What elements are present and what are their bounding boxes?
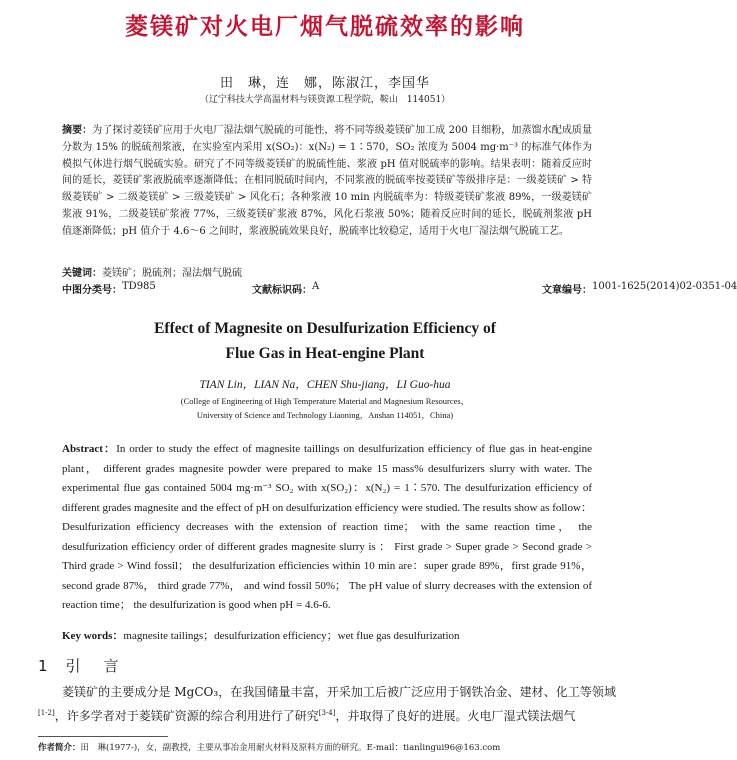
english-title-line-1: Effect of Magnesite on Desulfurization Efficiency of — [154, 320, 496, 337]
article-number: 文章编号： 1001-1625(2014)02-0351-04 — [542, 281, 737, 296]
chinese-keywords-text: 菱镁矿；脱硫剂；湿法烟气脱硫 — [102, 268, 242, 279]
english-abstract-label: Abstract： — [62, 443, 117, 455]
english-keywords-text: magnesite tailings；desulfurization efficiency；wet flue gas desulfurization — [123, 630, 460, 642]
footnote-text: 田 琳(1977-)，女，副教授，主要从事冶金用耐火材料及原料方面的研究。E-mail：tianlingui96@163.com — [80, 743, 501, 753]
chinese-abstract-text: 为了探讨菱镁矿应用于火电厂湿法烟气脱硫的可能性，将不同等级菱镁矿加工成 200 目细粉，加蒸馏水配成质量分数为 15% 的脱硫剂浆液，在实验室内采用 x(SO₂)：x(N₂) = 1∶570，SO₂ 浓度为 5004 mg·m⁻³ 的标准气体作为模拟气体进行烟气脱硫实验。研究了不同等级菱镁矿的脱硫性能、浆液 pH 值对脱硫率的影响。结果表明：随着反应时间的延长，菱镁矿浆液脱硫率逐渐降低；在相同脱硫时间内，不同浆液的脱硫率按菱镁矿等级排序是：一级菱镁矿 > 特级菱镁矿 > 二级菱镁矿 > 三级菱镁矿 > 风化石；各种浆液 10 min 内脱硫率为：特级菱镁矿浆液 89%，一级菱镁矿浆液 91%，二级菱镁矿浆液 77%，三级菱镁矿浆液 87%，风化石浆液 50%；随着反应时间的延长，脱硫剂浆液 pH 值逐渐降低；pH 值介于 4.6～6 之间时，浆液脱硫效果良好，脱硫率比较稳定，适用于火电厂湿法烟气脱硫工艺。 — [62, 125, 593, 237]
footnote-divider — [38, 736, 168, 737]
english-keywords — [62, 627, 592, 643]
introduction-paragraph: 菱镁矿的主要成分是 MgCO₃，在我国储量丰富，开采加工后被广泛应用于钢铁冶金、建材、化工等领域[1-2]，许多学者对于菱镁矿资源的综合利用进行了研究[3-4]，并取得了良好的进展。火电厂湿式镁法烟气 — [38, 685, 616, 723]
english-abstract-text: In order to study the effect of magnesite taillings on desulfurization efficiency of flue gas in heat-engine plant， different grades magnesite powder were prepared to make 15 mass% desulfurizers slurry with water. The experimental flue gas contained 5004 mg·m⁻³ SO₂ with x(SO₂)：x(N₂) = 1∶570. The desulfurization efficiency of different grades magnesite and the effect of pH on desulfurization efficiency were studied. The results show as follow：Desulfurization efficiency decreases with the extension of reaction time； with the same reaction time， the desulfurization efficiency order of different grades magnesite slurry is ： First grade > Super grade > Second grade > Third grade > Wind fossil； the desulfurization efficiencies within 10 min are：super grade 89%，first grade 91%， second grade 87%， third grade 77%， and wind fossil 50%； The pH value of slurry decreases with the extension of reaction time； the desulfurization is good when pH = 4.6-6. — [62, 443, 592, 611]
chinese-abstract — [62, 123, 592, 241]
section-title: 引 言 — [65, 657, 123, 675]
chinese-abstract-label: 摘要： — [62, 125, 93, 136]
english-abstract — [62, 440, 592, 616]
chinese-title: 菱镁矿对火电厂烟气脱硫效率的影响 — [125, 14, 525, 40]
chinese-keywords — [62, 264, 592, 279]
english-keywords-label: Key words： — [62, 630, 124, 642]
clc-number: 中图分类号： TD985 — [62, 281, 156, 296]
citation-1-2[interactable]: [1-2] — [38, 709, 55, 717]
author-footnote — [38, 741, 628, 753]
section-heading — [38, 655, 123, 676]
citation-3-4[interactable]: [3-4] — [318, 709, 336, 717]
english-title-line-2: Flue Gas in Heat-engine Plant — [225, 345, 425, 362]
english-title — [0, 316, 650, 366]
footnote-label: 作者简介： — [38, 743, 81, 753]
english-authors: TIAN Lin，LIAN Na，CHEN Shu-jiang，LI Guo-hua — [199, 379, 451, 391]
english-affiliation: (College of Engineering of High Temperature Material and Magnesium Resources， University of Science and Technology Liaoning，Anshan 114051，China) — [180, 396, 470, 420]
section-number: 1 — [38, 657, 52, 675]
chinese-authors: 田 琳，连 娜，陈淑江，李国华 — [219, 76, 430, 91]
document-code: 文献标识码： A — [252, 281, 320, 296]
chinese-keywords-label: 关键词： — [62, 268, 102, 279]
chinese-affiliation: （辽宁科技大学高温材料与镁资源工程学院，鞍山 114051） — [199, 95, 451, 105]
